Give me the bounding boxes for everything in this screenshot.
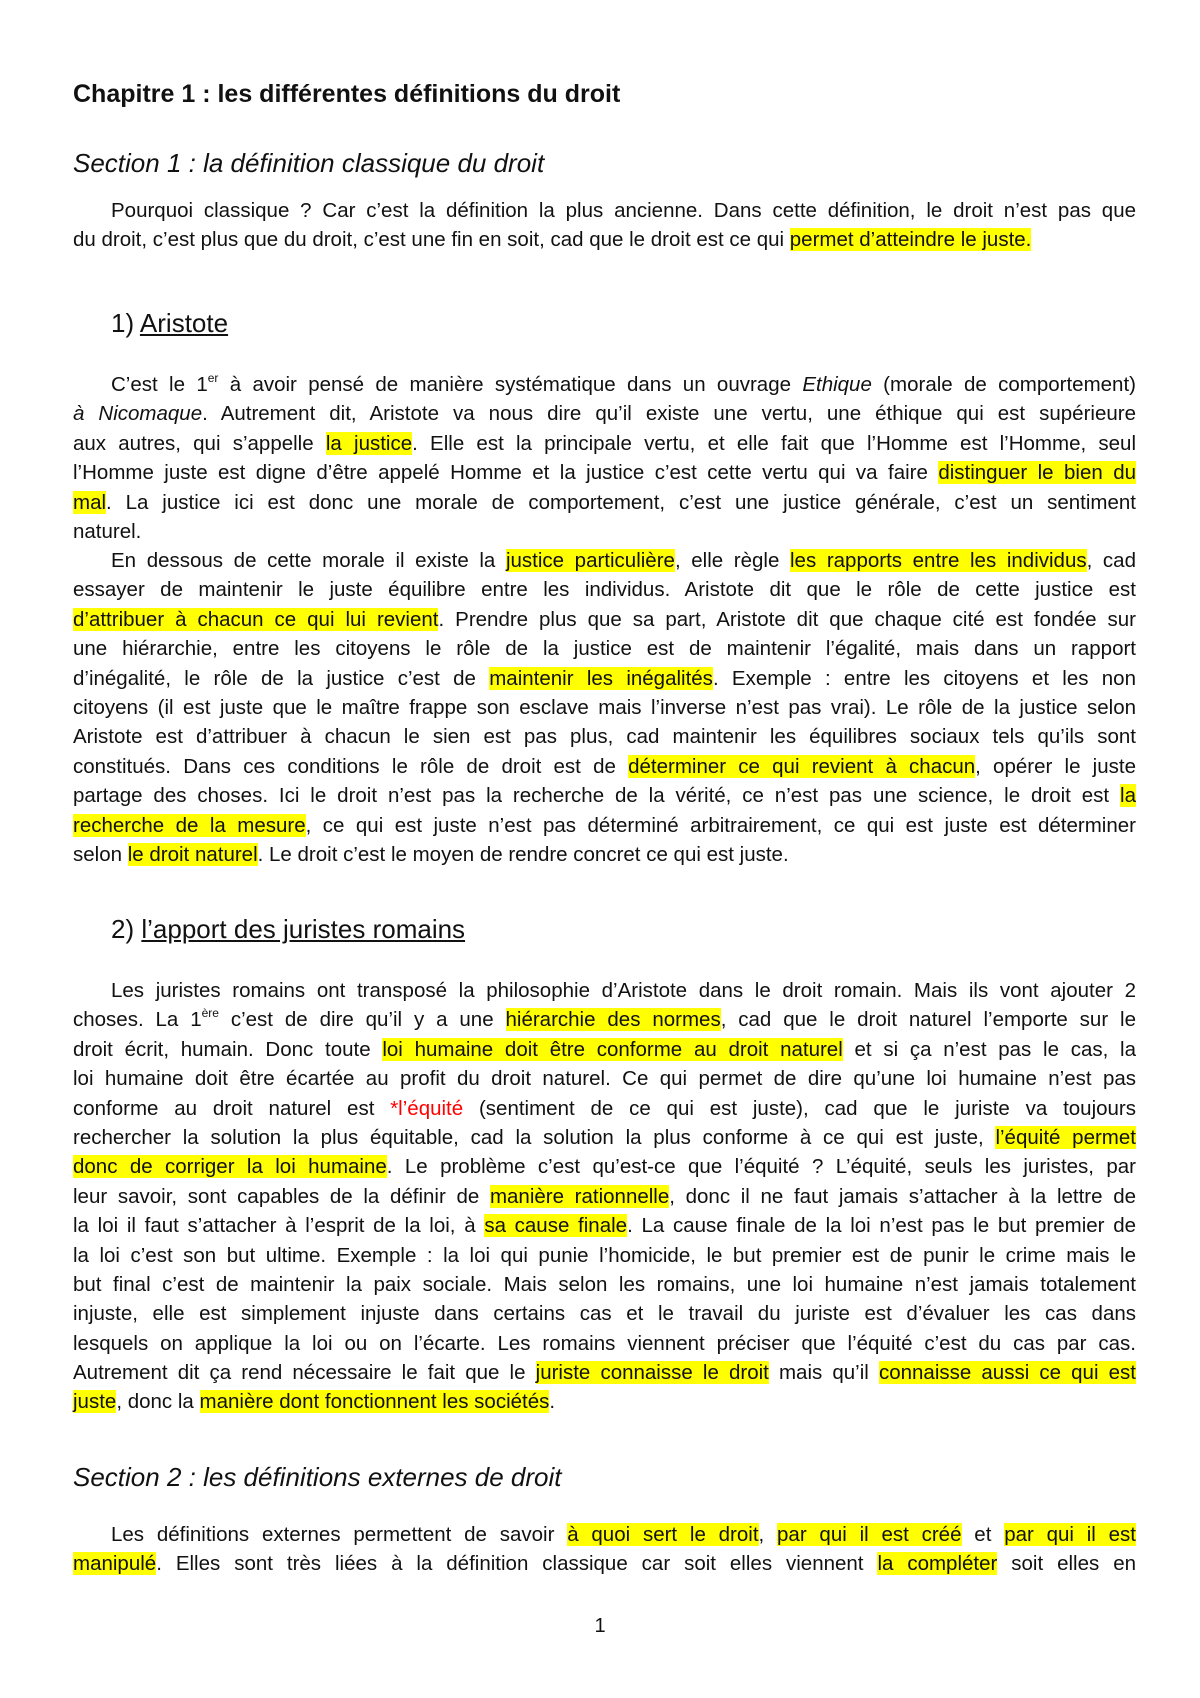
subsection-romains-title: 2) l’apport des juristes romains	[111, 914, 466, 944]
text-line: manipulé. Elles sont très liées à la définition classique car soit elles viennent la compléter soit elles en	[73, 1552, 1136, 1576]
text-line: d’attribuer à chacun ce qui lui revient. Prendre plus que sa part, Aristote dit que chaque cité est fondée sur	[73, 607, 1136, 631]
chapter-title: Chapitre 1 : les différentes définitions du droit	[73, 80, 621, 108]
text-line: la loi c’est son but ultime. Exemple : la loi qui punie l’homicide, le but premier est de punir le crime mais le	[73, 1243, 1136, 1267]
text-line: donc de corriger la loi humaine. Le problème c’est qu’est-ce que l’équité ? L’équité, seuls les juristes, par	[73, 1155, 1137, 1179]
highlight: loi humaine doit être conforme au droit naturel	[382, 1037, 843, 1061]
section-2-title: Section 2 : les définitions externes de droit	[73, 1462, 562, 1492]
text-line: aux autres, qui s’appelle la justice. Elle est la principale vertu, et elle fait que l’Homme est l’Homme, seul	[73, 431, 1137, 455]
page-number: 1	[594, 1615, 606, 1637]
highlight: connaisse aussi ce qui est	[878, 1361, 1136, 1385]
highlight: par qui il est	[1004, 1523, 1136, 1546]
highlight: permet d’atteindre le juste.	[789, 228, 1032, 252]
highlight: manière rationnelle	[489, 1184, 670, 1208]
section-1-intro	[73, 196, 1136, 255]
section-1-title: Section 1 : la définition classique du droit	[73, 148, 545, 178]
text-line: du droit, c’est plus que du droit, c’est une fin en soit, cad que le droit est ce qui permet d’atteindre le juste.	[73, 228, 1032, 252]
highlight: d’attribuer à chacun ce qui lui revient	[73, 607, 439, 631]
red-emphasis: *l’équité	[390, 1096, 464, 1120]
highlight: donc de corriger la loi humaine	[73, 1155, 387, 1179]
text-line: droit écrit, humain. Donc toute loi humaine doit être conforme au droit naturel et si ça n’est pas le cas, la	[73, 1037, 1136, 1061]
highlight: mal	[73, 490, 107, 514]
text-line: Pourquoi classique ? Car c’est la définition la plus ancienne. Dans cette définition, le droit n’est pas que	[111, 199, 1136, 222]
text-line: mal. La justice ici est donc une morale de comportement, c’est une justice générale, c’est un sentiment	[73, 490, 1136, 514]
text-line: constitués. Dans ces conditions le rôle de droit est de déterminer ce qui revient à chacun, opérer le juste	[73, 754, 1136, 778]
highlight: maintenir les inégalités	[489, 666, 713, 690]
highlight: le droit naturel	[127, 842, 258, 866]
text-line: l’Homme juste est digne d’être appelé Homme et la justice c’est cette vertu qui va faire distinguer le bien du	[73, 461, 1136, 485]
section-2-paragraph	[73, 1520, 1136, 1579]
text-line: rechercher la solution la plus équitable, cad la solution la plus conforme à ce qui est juste, l’équité permet	[73, 1125, 1136, 1149]
highlight: manière dont fonctionnent les sociétés	[199, 1390, 550, 1414]
text-line: but final c’est de maintenir la paix sociale. Mais selon les romains, une loi humaine n’est jamais totalement	[73, 1272, 1136, 1296]
text-line: recherche de la mesure, ce qui est juste n’est pas déterminé arbitrairement, ce qui est juste est déterminer	[73, 813, 1136, 837]
text-line: une hiérarchie, entre les citoyens le rôle de la justice est de maintenir l’égalité, mais dans un rapport	[73, 637, 1136, 661]
highlight: les rapports entre les individus	[790, 549, 1087, 572]
text-line: d’inégalité, le rôle de la justice c’est de maintenir les inégalités. Exemple : entre les citoyens et les non	[73, 666, 1136, 690]
highlight: déterminer ce qui revient à chacun	[628, 754, 976, 778]
text-line: essayer de maintenir le juste équilibre entre les individus. Aristote dit que le rôle de cette justice est	[73, 578, 1136, 602]
text-line: loi humaine doit être écartée au profit du droit naturel. Ce qui permet de dire qu’une loi humaine n’est pas	[73, 1067, 1136, 1091]
text-line: Les définitions externes permettent de savoir à quoi sert le droit, par qui il est créé et par qui il est	[111, 1523, 1136, 1546]
highlight: hiérarchie des normes	[505, 1008, 721, 1032]
highlight: manipulé	[73, 1552, 157, 1576]
text-line: choses. La 1ère c’est de dire qu’il y a une hiérarchie des normes, cad que le droit naturel l’emporte sur le	[73, 1006, 1136, 1032]
highlight: l’équité permet	[995, 1125, 1136, 1149]
text-line: Les juristes romains ont transposé la philosophie d’Aristote dans le droit romain. Mais ils vont ajouter 2	[111, 979, 1136, 1002]
subsection-aristote-title: 1) Aristote	[111, 308, 229, 338]
romains-paragraph	[73, 976, 1136, 1417]
highlight: juriste connaisse le droit	[535, 1361, 769, 1385]
text-line: lesquels on applique la loi ou on l’écarte. Les romains viennent préciser que l’équité c’est du cas par cas.	[73, 1331, 1136, 1355]
highlight: distinguer le bien du	[938, 461, 1136, 485]
highlight: à quoi sert le droit	[567, 1523, 759, 1546]
text-line: citoyens (il est juste que le maître frappe son esclave mais l’inverse n’est pas vrai). Le rôle de la justice selon	[73, 695, 1136, 719]
text-line: à Nicomaque. Autrement dit, Aristote va nous dire qu’il existe une vertu, une éthique qui est supérieure	[73, 402, 1136, 426]
text-line: partage des choses. Ici le droit n’est pas la recherche de la vérité, ce n’est pas une science, le droit est la	[73, 784, 1136, 808]
text-line: juste, donc la manière dont fonctionnent les sociétés.	[73, 1390, 556, 1414]
text-line: conforme au droit naturel est *l’équité (sentiment de ce qui est juste), cad que le juriste va toujours	[73, 1096, 1136, 1120]
text-line: Aristote est d’attribuer à chacun le sien est pas plus, cad maintenir les équilibres sociaux tels qu’ils sont	[73, 725, 1136, 749]
highlight: la compléter	[877, 1552, 998, 1576]
highlight: justice particulière	[505, 549, 675, 572]
highlight: sa cause finale	[484, 1214, 628, 1238]
aristote-paragraph-2	[73, 546, 1136, 869]
highlight: juste	[73, 1390, 117, 1414]
aristote-paragraph-1	[73, 370, 1136, 546]
text-line: naturel.	[73, 519, 142, 543]
text-line: la loi il faut s’attacher à l’esprit de la loi, à sa cause finale. La cause finale de la loi n’est pas le but premier de	[73, 1214, 1136, 1238]
highlight: la justice	[325, 431, 413, 455]
text-line: leur savoir, sont capables de la définir de manière rationnelle, donc il ne faut jamais s’attacher à la lettre de	[73, 1184, 1136, 1208]
text-line: Autrement dit ça rend nécessaire le fait que le juriste connaisse le droit mais qu’il connaisse aussi ce qui est	[73, 1361, 1136, 1385]
text-line: selon le droit naturel. Le droit c’est le moyen de rendre concret ce qui est juste.	[73, 842, 789, 866]
highlight: par qui il est créé	[777, 1523, 962, 1546]
text-line: C’est le 1er à avoir pensé de manière systématique dans un ouvrage Ethique (morale de comportement)	[111, 371, 1136, 396]
highlight: la	[1120, 784, 1136, 808]
text-line: En dessous de cette morale il existe la justice particulière, elle règle les rapports entre les individus, cad	[111, 549, 1136, 572]
text-line: injuste, elle est simplement injuste dans certains cas et le travail du juriste est d’évaluer les cas dans	[73, 1302, 1136, 1326]
highlight: recherche de la mesure	[73, 813, 306, 837]
